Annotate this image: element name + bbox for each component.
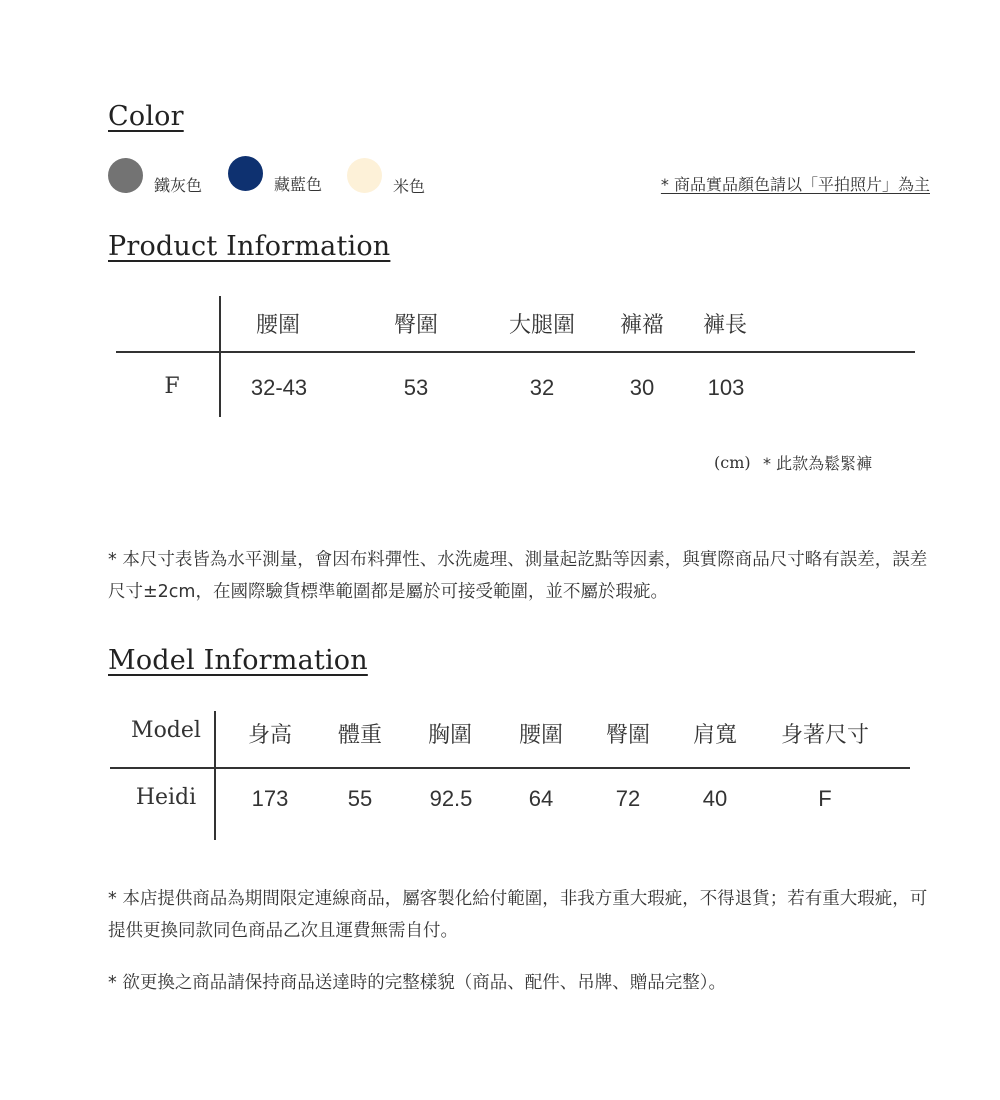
model-header-size-worn: 身著尺寸 bbox=[780, 723, 870, 748]
model-header-hip: 臀圍 bbox=[605, 723, 651, 748]
model-row-name: Heidi bbox=[135, 785, 197, 810]
product-value-hip: 53 bbox=[403, 375, 429, 400]
return-policy-note: * 本店提供商品為期間限定連線商品，屬客製化給付範圍，非我方重大瑕疵，不得退貨；若有重大瑕疵，可提供更換同款同色商品乙次且運費無需自付。 bbox=[108, 889, 928, 941]
model-value-bust: 92.5 bbox=[429, 786, 473, 811]
product-value-rise: 30 bbox=[629, 375, 655, 400]
model-header-height: 身高 bbox=[247, 723, 293, 748]
model-header-waist: 腰圍 bbox=[518, 723, 564, 748]
swatch-navy[interactable] bbox=[228, 156, 263, 191]
unit-note: (cm) bbox=[714, 453, 751, 472]
model-value-size-worn: F bbox=[818, 786, 832, 811]
product-info-heading: Product Information bbox=[108, 231, 391, 262]
product-header-thigh: 大腿圍 bbox=[508, 313, 576, 338]
model-corner-label: Model bbox=[131, 718, 201, 743]
model-value-height: 173 bbox=[251, 786, 289, 811]
product-row-size: F bbox=[164, 374, 180, 399]
model-header-bust: 胸圍 bbox=[427, 723, 473, 748]
model-info-heading: Model Information bbox=[108, 645, 368, 676]
model-table-vertical-divider bbox=[214, 711, 216, 840]
product-header-length: 褲長 bbox=[702, 313, 748, 338]
model-value-hip: 72 bbox=[615, 786, 641, 811]
product-header-rise: 褲襠 bbox=[619, 313, 665, 338]
model-value-weight: 55 bbox=[347, 786, 373, 811]
color-heading: Color bbox=[108, 101, 184, 132]
swatch-beige[interactable] bbox=[347, 158, 382, 193]
product-header-waist: 腰圍 bbox=[255, 313, 301, 338]
exchange-condition-note: * 欲更換之商品請保持商品送達時的完整樣貌（商品、配件、吊牌、贈品完整）。 bbox=[108, 973, 727, 993]
swatch-label-navy: 藏藍色 bbox=[274, 175, 323, 194]
model-header-shoulder: 肩寬 bbox=[692, 723, 738, 748]
measurement-disclaimer: * 本尺寸表皆為水平測量，會因布料彈性、水洗處理、測量起訖點等因素，與實際商品尺寸略有誤差，誤差尺寸±2cm，在國際驗貨標準範圍都是屬於可接受範圍，並不屬於瑕疵。 bbox=[108, 550, 928, 602]
swatch-iron-gray[interactable] bbox=[108, 158, 143, 193]
product-table-vertical-divider bbox=[219, 296, 221, 417]
product-header-hip: 臀圍 bbox=[393, 313, 439, 338]
product-value-waist: 32-43 bbox=[250, 375, 308, 400]
swatch-label-iron-gray: 鐵灰色 bbox=[154, 176, 203, 195]
model-value-waist: 64 bbox=[528, 786, 554, 811]
color-disclaimer-note: * 商品實品顏色請以「平拍照片」為主 bbox=[660, 175, 930, 194]
model-table-horizontal-divider bbox=[110, 767, 910, 769]
fit-note: * 此款為鬆緊褲 bbox=[763, 454, 873, 473]
product-value-length: 103 bbox=[707, 375, 745, 400]
product-value-thigh: 32 bbox=[529, 375, 555, 400]
product-table-horizontal-divider bbox=[116, 351, 915, 353]
model-value-shoulder: 40 bbox=[702, 786, 728, 811]
swatch-label-beige: 米色 bbox=[393, 177, 426, 196]
model-header-weight: 體重 bbox=[337, 723, 383, 748]
